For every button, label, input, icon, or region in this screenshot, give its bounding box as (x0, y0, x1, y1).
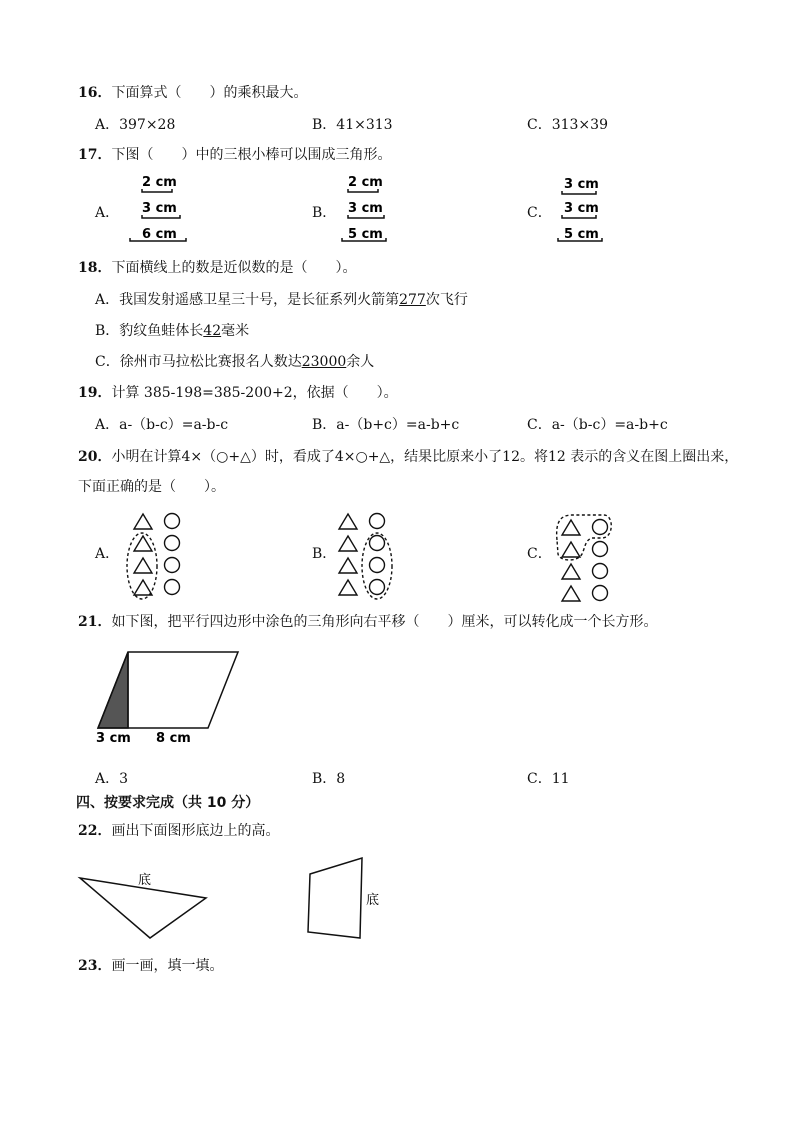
shapes-figure-a (118, 510, 188, 600)
triangle-icon (339, 558, 357, 573)
triangle-icon (339, 580, 357, 595)
shapes-figure-c (552, 510, 622, 600)
triangle-icon (562, 564, 580, 579)
triangle-icon (562, 586, 580, 601)
question-19 (78, 384, 398, 402)
circle-icon (165, 558, 180, 573)
circle-icon (165, 580, 180, 595)
question-text-line2: 下面正确的是（ ）。 (78, 479, 225, 495)
option-a (95, 291, 468, 309)
question-number: 22． (78, 823, 112, 839)
stick-label: 3 cm (564, 177, 599, 192)
circle-icon (370, 580, 385, 595)
stick-label: 3 cm (142, 201, 177, 216)
question-18 (78, 259, 356, 277)
question-text: 画出下面图形底边上的高。 (111, 823, 280, 839)
question-number: 19． (78, 385, 112, 401)
stick-label: 5 cm (564, 227, 599, 242)
option-b: B．41×313 (312, 117, 393, 133)
question-number: 16． (78, 85, 112, 101)
question-text: 小明在计算4×（○+△）时，看成了4×○+△，结果比原来小了12。将12 表示的含义在图上圈出来， (111, 449, 739, 465)
option-c: C． (527, 546, 552, 562)
stick-label: 5 cm (348, 227, 383, 242)
question-text: 下面横线上的数是近似数的是（ ）。 (111, 260, 357, 276)
quadrilateral-shape (308, 858, 362, 938)
question-21 (78, 613, 657, 631)
triangle-icon (134, 580, 152, 595)
triangle-icon (562, 542, 580, 557)
circle-icon (370, 558, 385, 573)
option-text: 毫米 (221, 323, 250, 339)
option-b: B． (312, 546, 337, 562)
dashed-loop (362, 533, 392, 599)
sticks-figure-b (334, 172, 414, 244)
option-c: C． (527, 205, 552, 221)
option-c (95, 353, 374, 371)
dashed-loop (127, 533, 157, 599)
option-text: A．我国发射遥感卫星三十号，是长征系列火箭第 (95, 292, 400, 308)
question-text: 下面算式（ ）的乘积最大。 (111, 85, 308, 101)
parallelogram-figure (90, 648, 250, 748)
option-text: 余人 (346, 354, 375, 370)
circle-icon (593, 542, 608, 557)
underlined-number: 23000 (301, 354, 347, 370)
circle-icon (370, 514, 385, 529)
underlined-number: 277 (399, 292, 426, 308)
base-label-right: 8 cm (156, 731, 191, 746)
question-number: 21． (78, 614, 112, 630)
base-label: 底 (366, 893, 380, 908)
option-b: B． (312, 205, 337, 221)
underlined-number: 42 (203, 323, 222, 339)
circle-icon (593, 586, 608, 601)
question-text: 计算 385-198=385-200+2，依据（ ）。 (111, 385, 398, 401)
circle-icon (370, 536, 385, 551)
question-23 (78, 957, 223, 975)
question-20 (78, 448, 738, 466)
sticks-figure-a (120, 172, 200, 244)
circle-icon (593, 520, 608, 535)
question-number: 20． (78, 449, 112, 465)
triangle-icon (134, 558, 152, 573)
stick-label: 3 cm (348, 201, 383, 216)
question-22 (78, 822, 279, 840)
option-text: B．豹纹鱼蛙体长 (95, 323, 204, 339)
question-number: 18． (78, 260, 112, 276)
base-label-left: 3 cm (96, 731, 131, 746)
stick-label: 6 cm (142, 227, 177, 242)
triangle-icon (134, 514, 152, 529)
question-text: 如下图，把平行四边形中涂色的三角形向右平移（ ）厘米，可以转化成一个长方形。 (111, 614, 658, 630)
question-number: 23． (78, 958, 112, 974)
circle-icon (165, 536, 180, 551)
question-number: 17． (78, 147, 112, 163)
trapezoid-figure (300, 852, 400, 952)
option-c: C．11 (527, 771, 570, 787)
stick-label: 3 cm (564, 201, 599, 216)
option-c: C．313×39 (527, 117, 608, 133)
option-c: C．a-（b-c）=a-b+c (527, 417, 668, 433)
shapes-figure-b (334, 510, 404, 600)
stick-label: 2 cm (142, 175, 177, 190)
circle-icon (593, 564, 608, 579)
triangle-icon (339, 536, 357, 551)
question-16 (78, 84, 307, 102)
option-a: A．a-（b-c）=a-b-c (95, 417, 229, 433)
section-title: 四、按要求完成（共 10 分） (76, 795, 260, 811)
option-text: C．徐州市马拉松比赛报名人数达 (95, 354, 302, 370)
option-b: B．8 (312, 771, 346, 787)
option-a: A． (95, 205, 120, 221)
stick-label: 2 cm (348, 175, 383, 190)
option-a: A．3 (95, 771, 129, 787)
base-label: 底 (138, 873, 152, 888)
option-a: A．397×28 (95, 117, 176, 133)
circle-icon (165, 514, 180, 529)
question-text: 画一画，填一填。 (111, 958, 224, 974)
question-17 (78, 146, 391, 164)
triangle-icon (562, 520, 580, 535)
triangle-figure (78, 868, 218, 948)
triangle-icon (339, 514, 357, 529)
question-text: 下图（ ）中的三根小棒可以围成三角形。 (111, 147, 392, 163)
triangle-icon (134, 536, 152, 551)
sticks-figure-c (550, 172, 630, 244)
option-text: 次飞行 (425, 292, 468, 308)
option-b (95, 322, 249, 340)
option-a: A． (95, 546, 120, 562)
option-b: B．a-（b+c）=a-b+c (312, 417, 460, 433)
